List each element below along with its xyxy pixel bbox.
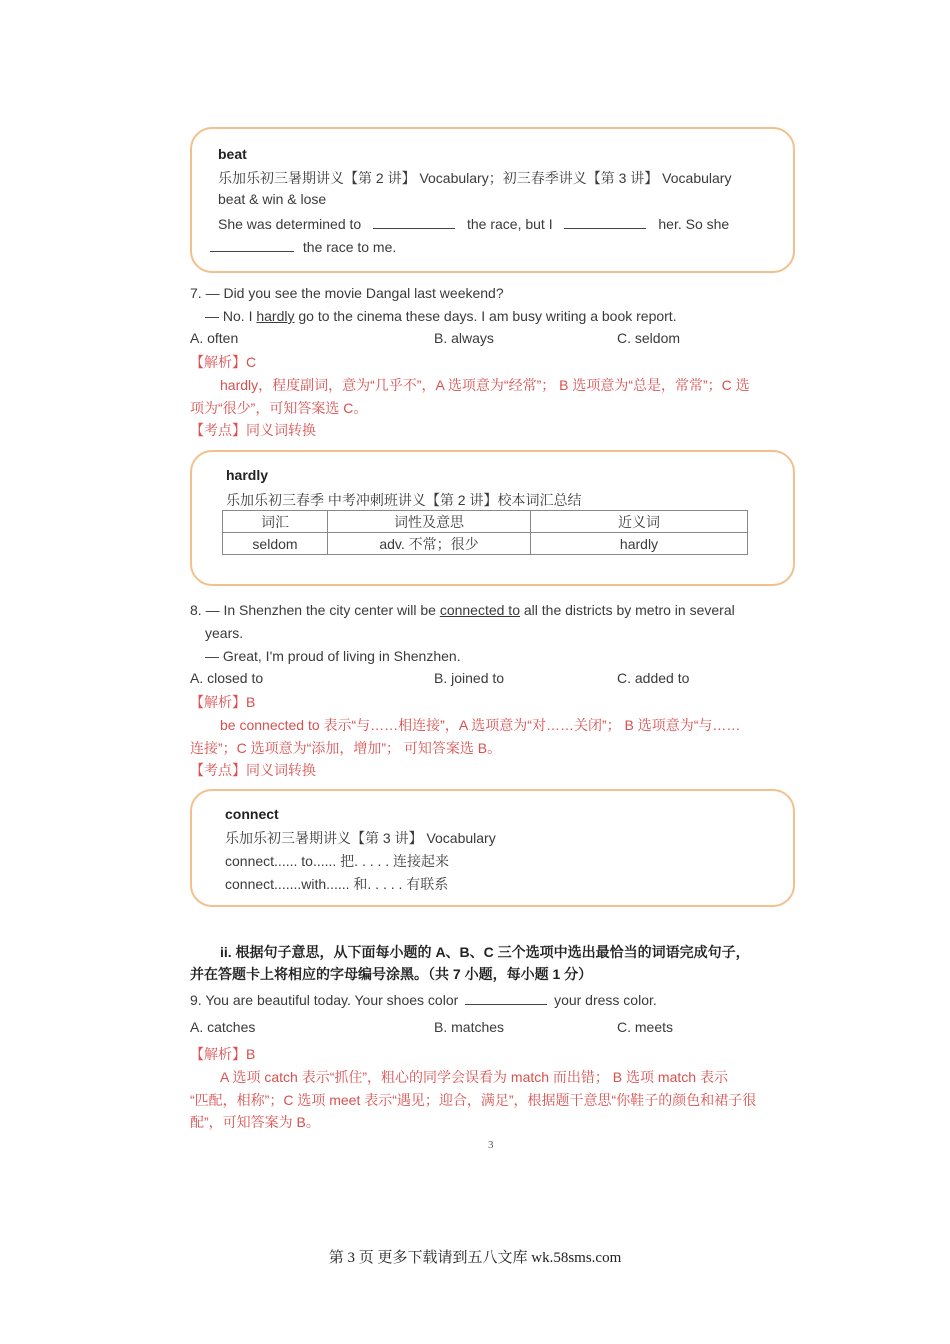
- table-cell: seldom: [223, 533, 328, 555]
- vocab-word: beat: [218, 146, 247, 162]
- vocab-phrase: beat & win & lose: [218, 191, 327, 207]
- q7-option-c: C. seldom: [617, 330, 681, 346]
- q9-analysis-3: 配”，可知答案为 B。: [190, 1114, 320, 1130]
- q8-option-a: A. closed to: [190, 670, 264, 686]
- q7-option-a: A. often: [190, 330, 239, 346]
- blank: [210, 237, 294, 252]
- sentence-part: She was determined to: [218, 216, 362, 232]
- section-instruction-1: ii. 根据句子意思，从下面每小题的 A、B、C 三个选项中选出最恰当的词语完成句子，: [220, 944, 750, 960]
- q9-option-a: A. catches: [190, 1019, 256, 1035]
- vocab-usage-1: connect...... to...... 把. . . . . 连接起来: [225, 853, 450, 869]
- q7-answer: 【解析】C: [190, 354, 257, 370]
- table-header: 词性及意思: [328, 511, 531, 533]
- q9-answer: 【解析】B: [190, 1046, 256, 1062]
- blank: [465, 990, 547, 1005]
- vocab-source: 乐加乐初三暑期讲义【第 3 讲】 Vocabulary: [225, 830, 496, 846]
- q9-option-b: B. matches: [434, 1019, 505, 1035]
- q8-analysis-1: be connected to 表示“与……相连接”，A 选项意为“对……关闭”； B 选项意为“与……: [220, 717, 741, 733]
- q9-analysis-2: “匹配，相称”；C 选项 meet 表示“遇见；迎合，满足”，根据题干意思“你鞋子的颜色和裙子很: [190, 1092, 757, 1108]
- vocab-word: connect: [225, 806, 279, 822]
- q8-line-1: [190, 602, 735, 618]
- text: — No. I: [205, 308, 257, 324]
- key-word: connected to: [439, 602, 520, 618]
- q7-point: 【考点】同义词转换: [190, 422, 316, 438]
- table-row: [223, 533, 748, 555]
- sentence-part: the race to me.: [302, 239, 397, 255]
- table-header: 词汇: [223, 511, 328, 533]
- q8-point: 【考点】同义词转换: [190, 762, 316, 778]
- q8-answer: 【解析】B: [190, 694, 256, 710]
- q9-analysis-1: A 选项 catch 表示“抓住”，粗心的同学会误看为 match 而出错； B 选项 match 表示: [220, 1069, 728, 1085]
- sentence-part: the race, but I: [466, 216, 553, 232]
- table-cell: adv. 不常；很少: [328, 533, 531, 555]
- text: all the districts by metro in several: [519, 602, 735, 618]
- table-header-row: [223, 511, 748, 533]
- q8-line-3: — Great, I'm proud of living in Shenzhen.: [205, 648, 461, 664]
- key-word: hardly: [256, 308, 295, 324]
- vocab-table: [222, 510, 748, 555]
- table-header: 近义词: [531, 511, 748, 533]
- table-cell: hardly: [531, 533, 748, 555]
- q7-dialogue-1: 7. — Did you see the movie Dangal last weekend?: [190, 285, 504, 301]
- text: 8. — In Shenzhen the city center will be: [190, 602, 440, 618]
- q7-analysis-2: 项为“很少”，可知答案选 C。: [190, 400, 368, 416]
- section-instruction-2: 并在答题卡上将相应的字母编号涂黑。（共 7 小题，每小题 1 分）: [190, 966, 593, 982]
- vocab-word: hardly: [226, 467, 269, 483]
- q7-analysis-1: hardly，程度副词，意为“几乎不”，A 选项意为“经常”； B 选项意为“总是，常常”；C 选: [220, 377, 750, 393]
- vocab-source: 乐加乐初三暑期讲义【第 2 讲】 Vocabulary；初三春季讲义【第 3 讲】 Vocabulary: [218, 170, 732, 186]
- q7-dialogue-2: [205, 308, 677, 324]
- vocab-sentence-line2: [210, 237, 396, 255]
- q9-stem: [190, 990, 657, 1008]
- q9-option-c: C. meets: [617, 1019, 674, 1035]
- text: your dress color.: [554, 992, 657, 1008]
- text: 9. You are beautiful today. Your shoes color: [190, 992, 459, 1008]
- sentence-part: her. So she: [658, 216, 730, 232]
- q8-option-c: C. added to: [617, 670, 690, 686]
- blank: [564, 214, 646, 229]
- vocab-source: 乐加乐初三春季 中考冲刺班讲义【第 2 讲】校本词汇总结: [226, 492, 582, 508]
- q8-analysis-2: 连接”；C 选项意为“添加，增加”； 可知答案选 B。: [190, 740, 502, 756]
- vocab-sentence-line1: [218, 214, 729, 232]
- text: go to the cinema these days. I am busy writing a book report.: [294, 308, 677, 324]
- q7-option-b: B. always: [434, 330, 494, 346]
- page-footer: 第 3 页 更多下载请到五八文库 wk.58sms.com: [328, 1250, 622, 1266]
- blank: [373, 214, 455, 229]
- page-number: 3: [488, 1139, 494, 1151]
- vocab-usage-2: connect.......with...... 和. . . . . 有联系: [225, 876, 449, 892]
- q8-line-2: years.: [205, 625, 244, 641]
- q8-option-b: B. joined to: [434, 670, 505, 686]
